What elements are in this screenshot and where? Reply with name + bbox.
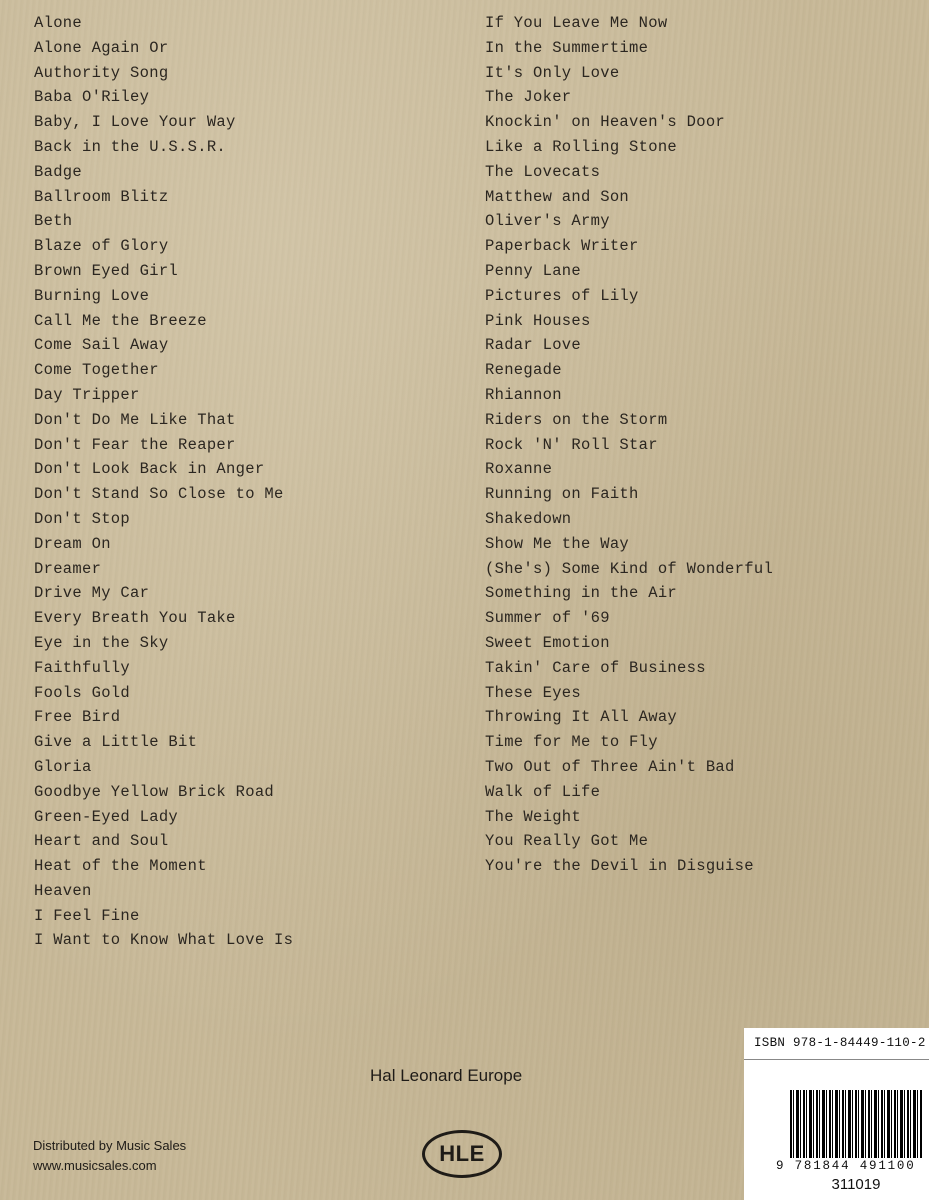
song-title: Heat of the Moment	[34, 857, 207, 876]
song-title: Come Together	[34, 361, 159, 380]
isbn-divider	[744, 1059, 929, 1060]
song-title: Like a Rolling Stone	[485, 137, 678, 156]
song-title: Beth	[34, 212, 73, 231]
song-title: Show Me the Way	[485, 534, 630, 553]
song-title: Matthew and Son	[485, 187, 630, 206]
song-title: Don't Stand So Close to Me	[34, 485, 284, 504]
song-title: I Want to Know What Love Is	[34, 931, 294, 950]
song-title: Penny Lane	[485, 261, 582, 280]
song-title: Walk of Life	[485, 782, 601, 801]
song-title: Free Bird	[34, 708, 121, 727]
song-title: Green-Eyed Lady	[34, 807, 179, 826]
song-title: Paperback Writer	[485, 237, 639, 256]
song-title: Back in the U.S.S.R.	[34, 137, 227, 156]
song-title: Dream On	[34, 534, 111, 553]
website-link[interactable]: www.musicsales.com	[33, 1158, 157, 1173]
catalog-number: 311019	[831, 1176, 881, 1193]
song-title: Alone Again Or	[34, 38, 169, 57]
song-title: (She's) Some Kind of Wonderful	[485, 559, 774, 578]
distribution-info	[33, 1136, 186, 1176]
song-title: Throwing It All Away	[485, 708, 678, 727]
song-title: Riders on the Storm	[485, 410, 668, 429]
song-title: Faithfully	[34, 658, 131, 677]
song-title: Rhiannon	[485, 385, 562, 404]
song-title: Radar Love	[485, 336, 582, 355]
song-title: Pink Houses	[485, 311, 591, 330]
song-title: Time for Me to Fly	[485, 733, 658, 752]
song-title: Summer of '69	[485, 609, 610, 628]
song-title: Give a Little Bit	[34, 733, 198, 752]
song-title: If You Leave Me Now	[485, 14, 668, 32]
song-title: These Eyes	[485, 683, 582, 702]
isbn-label: ISBN 978-1-84449-110-2	[754, 1036, 926, 1050]
song-title: It's Only Love	[485, 63, 620, 82]
song-title: Burning Love	[34, 286, 150, 305]
song-title: Renegade	[485, 361, 562, 380]
song-title: In the Summertime	[485, 38, 649, 57]
song-title: Ballroom Blitz	[34, 187, 169, 206]
song-title: Blaze of Glory	[34, 237, 169, 256]
barcode-image	[790, 1090, 922, 1158]
song-title: Pictures of Lily	[485, 286, 639, 305]
barcode-digits: 9 781844 491100	[776, 1159, 916, 1173]
barcode-panel	[744, 1028, 929, 1200]
song-title: Badge	[34, 162, 83, 181]
song-title: Gloria	[34, 757, 92, 776]
song-title: Dreamer	[34, 559, 102, 578]
song-title: Call Me the Breeze	[34, 311, 207, 330]
song-title: You Really Got Me	[485, 832, 649, 851]
song-title: You're the Devil in Disguise	[485, 857, 754, 876]
song-title: Shakedown	[485, 509, 572, 528]
song-title: The Joker	[485, 88, 572, 107]
song-title: Alone	[34, 14, 83, 32]
song-title: The Weight	[485, 807, 582, 826]
song-title: The Lovecats	[485, 162, 601, 181]
song-title: Something in the Air	[485, 584, 678, 603]
song-title: Rock 'N' Roll Star	[485, 435, 658, 454]
song-title: Knockin' on Heaven's Door	[485, 113, 726, 132]
hle-logo-text: HLE	[439, 1141, 485, 1166]
song-title: Goodbye Yellow Brick Road	[34, 782, 275, 801]
song-title: Authority Song	[34, 63, 169, 82]
song-title: Eye in the Sky	[34, 633, 169, 652]
distributed-by-text: Distributed by Music Sales	[33, 1138, 187, 1153]
song-title: Don't Look Back in Anger	[34, 460, 265, 479]
song-title: I Feel Fine	[34, 906, 140, 925]
publisher-name: Hal Leonard Europe	[370, 1066, 523, 1085]
song-title: Roxanne	[485, 460, 553, 479]
song-title: Come Sail Away	[34, 336, 169, 355]
song-title: Heaven	[34, 881, 92, 900]
song-title: Fools Gold	[34, 683, 131, 702]
hle-logo	[422, 1130, 502, 1178]
song-title: Takin' Care of Business	[485, 658, 706, 677]
song-title: Don't Stop	[34, 509, 131, 528]
song-title: Don't Fear the Reaper	[34, 435, 236, 454]
song-title: Drive My Car	[34, 584, 150, 603]
song-title: Day Tripper	[34, 385, 140, 404]
song-title: Sweet Emotion	[485, 633, 610, 652]
song-title: Oliver's Army	[485, 212, 610, 231]
song-title: Don't Do Me Like That	[34, 410, 236, 429]
song-title: Every Breath You Take	[34, 609, 236, 628]
song-title: Baby, I Love Your Way	[34, 113, 236, 132]
song-list-right	[485, 11, 773, 879]
song-title: Baba O'Riley	[34, 88, 150, 107]
song-list-left	[34, 11, 293, 953]
song-title: Two Out of Three Ain't Bad	[485, 757, 735, 776]
song-title: Running on Faith	[485, 485, 639, 504]
song-title: Heart and Soul	[34, 832, 169, 851]
song-title: Brown Eyed Girl	[34, 261, 179, 280]
